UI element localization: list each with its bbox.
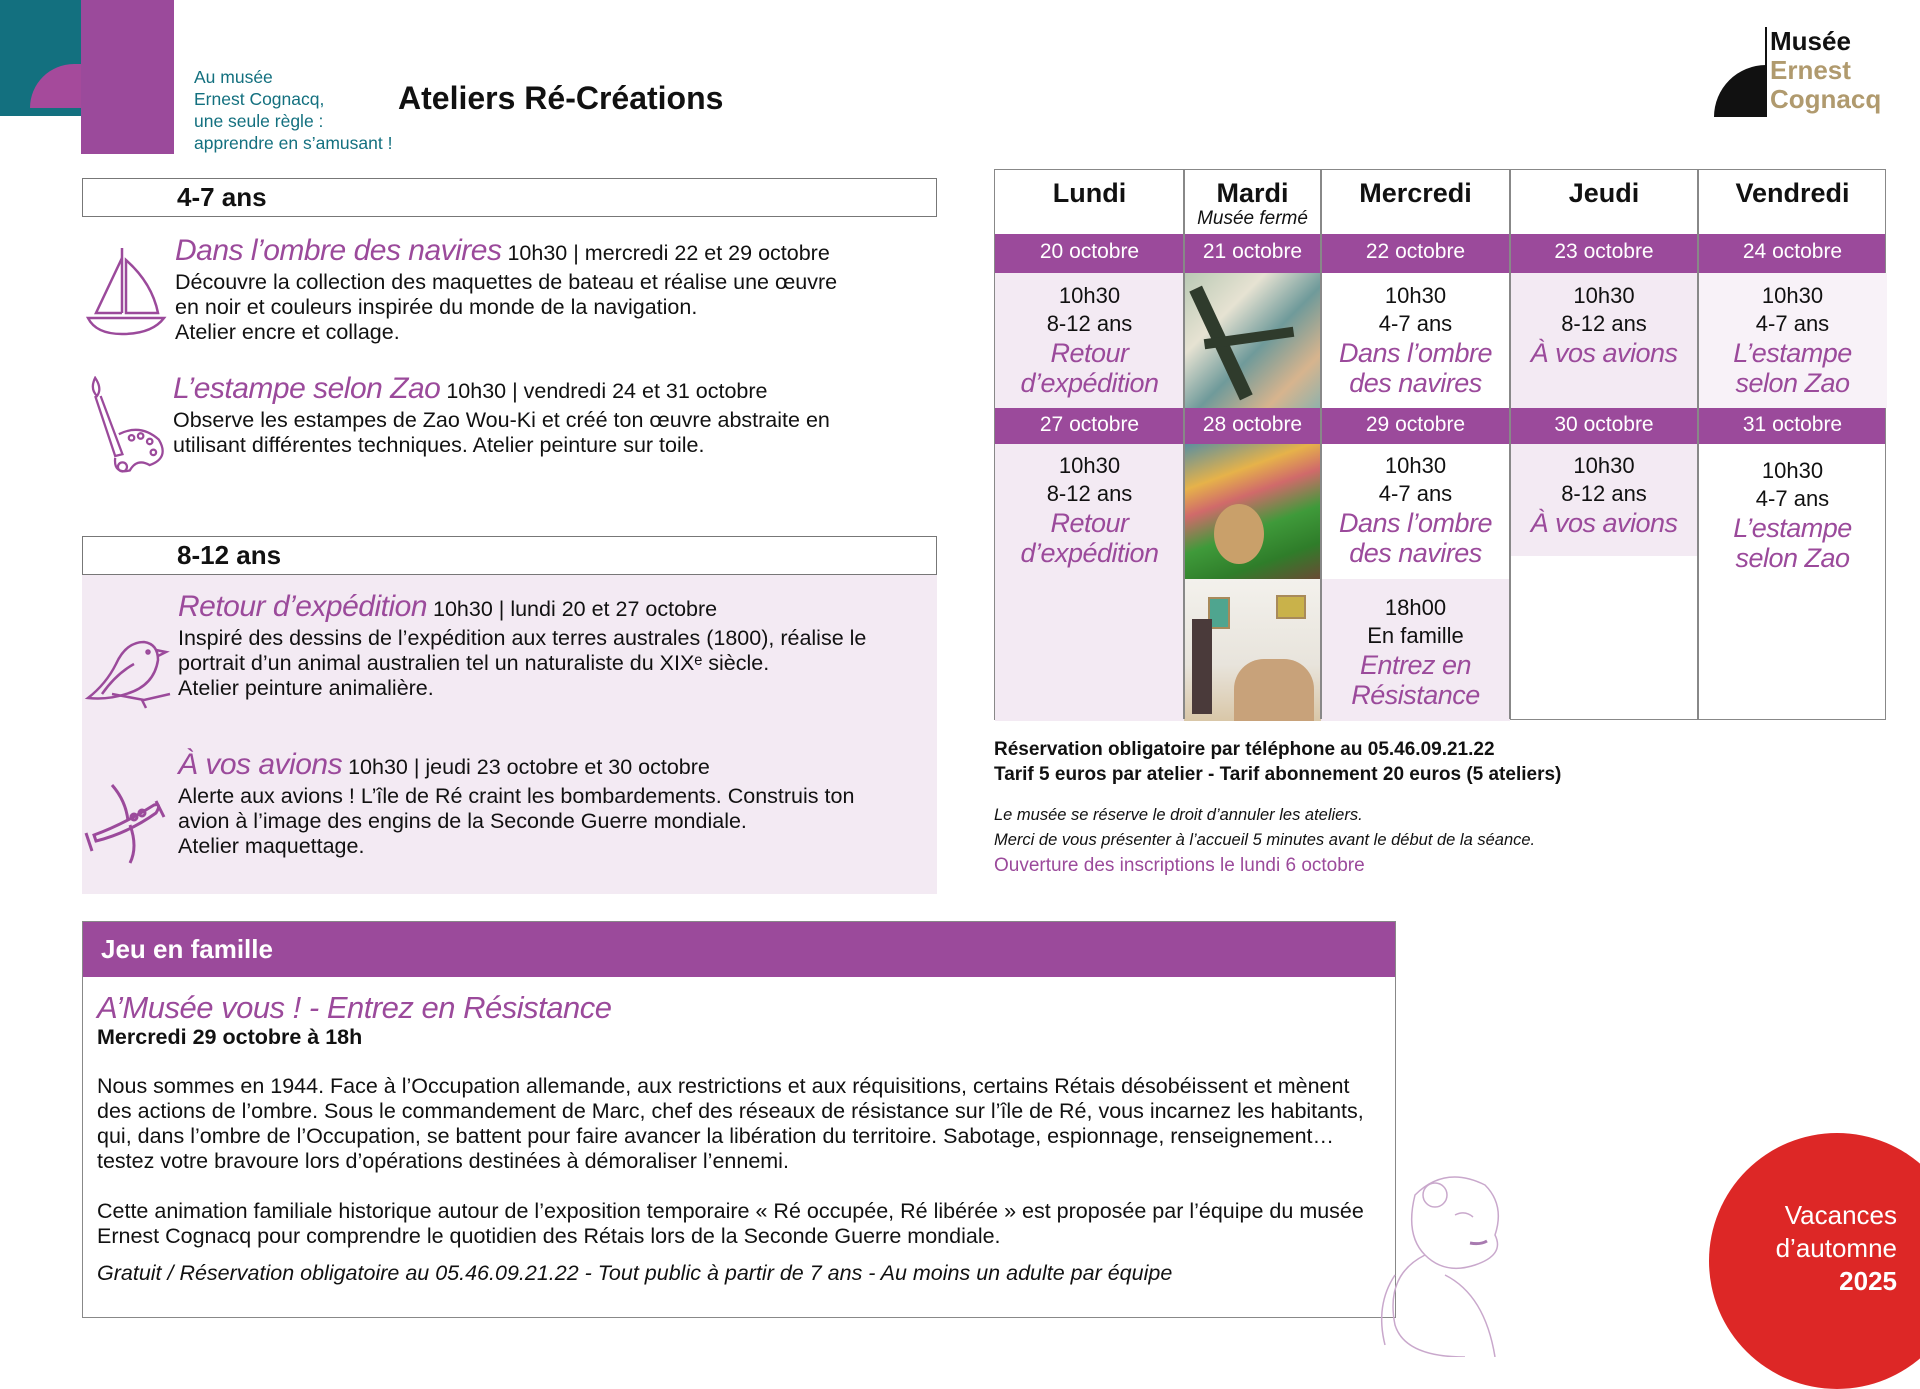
- date-bar: [995, 234, 1885, 273]
- closed-note: Musée fermé: [1197, 208, 1308, 229]
- event-title: A’Musée vous ! - Entrez en Résistance: [97, 990, 612, 1025]
- session-age: 4-7 ans: [1755, 486, 1830, 511]
- session-name: Retour: [1050, 338, 1129, 368]
- workshop-photo-airplane-model: [1184, 273, 1321, 408]
- museum-logo: [1714, 27, 1894, 119]
- session-cell[interactable]: [1698, 282, 1887, 398]
- day-header: [1184, 170, 1321, 230]
- logo-text: Cognacq: [1770, 84, 1882, 114]
- workshop-photo-family-game: [1184, 579, 1321, 721]
- session-time: 10h30: [1384, 453, 1447, 478]
- monkey-sketch-illustration: [1355, 1165, 1535, 1357]
- bird-icon: [82, 624, 172, 724]
- logo-text: Musée: [1770, 26, 1851, 56]
- logo-text: Ernest: [1770, 55, 1851, 85]
- tagline: [194, 66, 392, 154]
- airplane-icon: [82, 772, 172, 872]
- session-name: L’estampe: [1733, 338, 1852, 368]
- column-divider: [1697, 170, 1699, 719]
- day-header-label: Mardi: [1216, 178, 1289, 208]
- workshop-description: utilisant différentes techniques. Atelier peinture sur toile.: [173, 433, 705, 457]
- session-age: 8-12 ans: [1046, 481, 1133, 506]
- age-group-heading: 4-7 ans: [82, 178, 937, 217]
- workshop-name: L’estampe selon Zao: [173, 372, 441, 405]
- workshop-description: Atelier maquettage.: [178, 834, 365, 858]
- badge-year: 2025: [1839, 1266, 1897, 1296]
- session-name: selon Zao: [1735, 543, 1850, 573]
- badge-line: Vacances: [1784, 1200, 1897, 1230]
- day-header: Mercredi: [1359, 178, 1472, 208]
- tagline-line: apprendre en s’amusant !: [194, 133, 393, 153]
- workshop-schedule: 10h30 | mercredi 22 et 29 octobre: [507, 241, 830, 265]
- workshop-schedule: 10h30 | jeudi 23 octobre et 30 octobre: [348, 755, 710, 779]
- session-name: À vos avions: [1530, 338, 1678, 368]
- session-name: selon Zao: [1735, 368, 1850, 398]
- column-divider: [1183, 170, 1185, 719]
- session-name: Dans l’ombre: [1338, 508, 1493, 538]
- session-age: 4-7 ans: [1378, 311, 1453, 336]
- workshop-description: en noir et couleurs inspirée du monde de la navigation.: [175, 295, 698, 319]
- disclaimer-note: Le musée se réserve le droit d’annuler les ateliers.: [994, 806, 1363, 824]
- workshop-description: Atelier encre et collage.: [175, 320, 400, 344]
- workshop-schedule: 10h30 | vendredi 24 et 31 octobre: [446, 379, 768, 403]
- day-header: Jeudi: [1568, 178, 1640, 208]
- date-label: 24 octobre: [1742, 240, 1843, 263]
- session-time: 10h30: [1058, 283, 1121, 308]
- workshop-schedule: 10h30 | lundi 20 et 27 octobre: [433, 597, 718, 621]
- page-title: Ateliers Ré-Créations: [398, 80, 724, 116]
- session-time: 10h30: [1573, 283, 1635, 308]
- workshop-item: [82, 372, 937, 496]
- family-game-section: [82, 921, 1396, 1318]
- session-cell[interactable]: [1321, 452, 1510, 568]
- column-divider: [1509, 170, 1511, 719]
- session-name: Résistance: [1351, 680, 1480, 710]
- logo-divider: [1765, 27, 1767, 117]
- booking-notes: [994, 737, 1561, 878]
- workshop-description: portrait d’un animal australien tel un naturaliste du XIXᵉ siècle.: [178, 651, 770, 675]
- workshop-item: [82, 748, 937, 872]
- session-cell[interactable]: [1510, 282, 1698, 368]
- session-name: d’expédition: [1020, 368, 1159, 398]
- session-cell[interactable]: [1321, 594, 1510, 710]
- workshop-photo-children-painting: [1184, 444, 1321, 579]
- session-name: À vos avions: [1530, 508, 1678, 538]
- registration-note: Ouverture des inscriptions le lundi 6 octobre: [994, 855, 1365, 876]
- workshop-description: Inspiré des dessins de l’expédition aux terres australes (1800), réalise le: [178, 626, 867, 650]
- session-time: 18h00: [1384, 595, 1447, 620]
- date-label: 28 octobre: [1202, 413, 1303, 436]
- tagline-line: Ernest Cognacq,: [194, 89, 325, 109]
- logo-mark-icon: [1714, 65, 1766, 117]
- session-time: 10h30: [1573, 453, 1635, 478]
- purple-decor-block: [81, 0, 174, 154]
- badge-line: d’automne: [1775, 1233, 1897, 1263]
- session-age: 8-12 ans: [1561, 311, 1647, 336]
- day-header: Vendredi: [1735, 178, 1850, 208]
- pricing-note: Tarif 5 euros par atelier - Tarif abonnement 20 euros (5 ateliers): [994, 764, 1562, 785]
- date-label: 29 octobre: [1365, 413, 1466, 436]
- column-divider: [1320, 170, 1322, 719]
- session-age: En famille: [1367, 623, 1464, 648]
- session-time: 10h30: [1761, 283, 1824, 308]
- season-badge: [1709, 1133, 1920, 1389]
- session-time: 10h30: [1761, 458, 1824, 483]
- date-label: 30 octobre: [1554, 413, 1654, 436]
- session-name: Entrez en: [1359, 650, 1472, 680]
- workshop-item: [82, 234, 937, 358]
- session-age: 8-12 ans: [1561, 481, 1647, 506]
- age-group-heading: 8-12 ans: [82, 536, 937, 575]
- schedule-table: [994, 169, 1886, 720]
- event-date: Mercredi 29 octobre à 18h: [97, 1025, 363, 1049]
- tagline-line: Au musée: [194, 67, 273, 87]
- session-cell[interactable]: [1510, 452, 1698, 538]
- session-name: d’expédition: [1020, 538, 1159, 568]
- date-label: 27 octobre: [1039, 413, 1140, 436]
- session-cell[interactable]: [995, 282, 1184, 398]
- workshop-name: À vos avions: [178, 748, 343, 781]
- session-name: des navires: [1349, 538, 1482, 568]
- session-age: 4-7 ans: [1378, 481, 1453, 506]
- arrival-note: Merci de vous présenter à l’accueil 5 minutes avant le début de la séance.: [994, 831, 1536, 849]
- date-bar: [995, 408, 1885, 444]
- session-cell[interactable]: [1321, 282, 1510, 398]
- tagline-line: une seule règle :: [194, 111, 324, 131]
- paintbrush-palette-icon: [82, 376, 172, 476]
- event-description: Cette animation familiale historique autour de l’exposition temporaire « Ré occupée, Ré libérée » est proposée par l’équipe du musée Ernest Cognacq pour comprendre le quotidien des Rétais lors de la Seconde Guerre mondiale.: [97, 1199, 1364, 1248]
- event-description: Nous sommes en 1944. Face à l’Occupation allemande, aux restrictions et aux réquisitions, certains Rétais désobéissent et mènent des actions de l’ombre. Sous le commandement de Marc, chef des réseaux de résistance sur l’île de Ré, vous incarnez les habitants, qui, dans l’ombre de l’Occupation, se battent pour faire avancer la libération du territoire. Sabotage, espionnage, renseignement… testez votre bravoure lors d’opérations destinées à démoraliser l’ennemi.: [97, 1074, 1364, 1173]
- workshop-description: avion à l’image des engins de la Seconde Guerre mondiale.: [178, 809, 747, 833]
- workshop-name: Dans l’ombre des navires: [175, 234, 502, 267]
- day-header: Lundi: [1052, 178, 1127, 208]
- session-cell[interactable]: [995, 452, 1184, 568]
- sailboat-icon: [82, 238, 172, 338]
- session-time: 10h30: [1384, 283, 1447, 308]
- event-conditions: Gratuit / Réservation obligatoire au 05.46.09.21.22 - Tout public à partir de 7 ans - Au moins un adulte par équipe: [97, 1261, 1173, 1285]
- session-name: Dans l’ombre: [1338, 338, 1493, 368]
- date-label: 22 octobre: [1365, 240, 1466, 263]
- session-name: Retour: [1050, 508, 1129, 538]
- workshop-description: Observe les estampes de Zao Wou-Ki et créé ton œuvre abstraite en: [173, 408, 830, 432]
- session-age: 4-7 ans: [1755, 311, 1830, 336]
- workshop-item: [82, 590, 937, 714]
- section-header: Jeu en famille: [83, 922, 1395, 977]
- workshop-name: Retour d’expédition: [178, 590, 428, 623]
- date-label: 23 octobre: [1554, 240, 1654, 263]
- reservation-note: Réservation obligatoire par téléphone au 05.46.09.21.22: [994, 739, 1495, 760]
- date-label: 31 octobre: [1742, 413, 1843, 436]
- workshop-description: Atelier peinture animalière.: [178, 676, 434, 700]
- session-age: 8-12 ans: [1046, 311, 1133, 336]
- session-time: 10h30: [1058, 453, 1121, 478]
- date-label: 21 octobre: [1202, 240, 1303, 263]
- session-cell[interactable]: [1698, 457, 1887, 573]
- session-name: des navires: [1349, 368, 1482, 398]
- workshop-description: Découvre la collection des maquettes de bateau et réalise une œuvre: [175, 270, 838, 294]
- date-label: 20 octobre: [1039, 240, 1140, 263]
- session-name: L’estampe: [1733, 513, 1852, 543]
- workshop-description: Alerte aux avions ! L’île de Ré craint les bombardements. Construis ton: [178, 784, 855, 808]
